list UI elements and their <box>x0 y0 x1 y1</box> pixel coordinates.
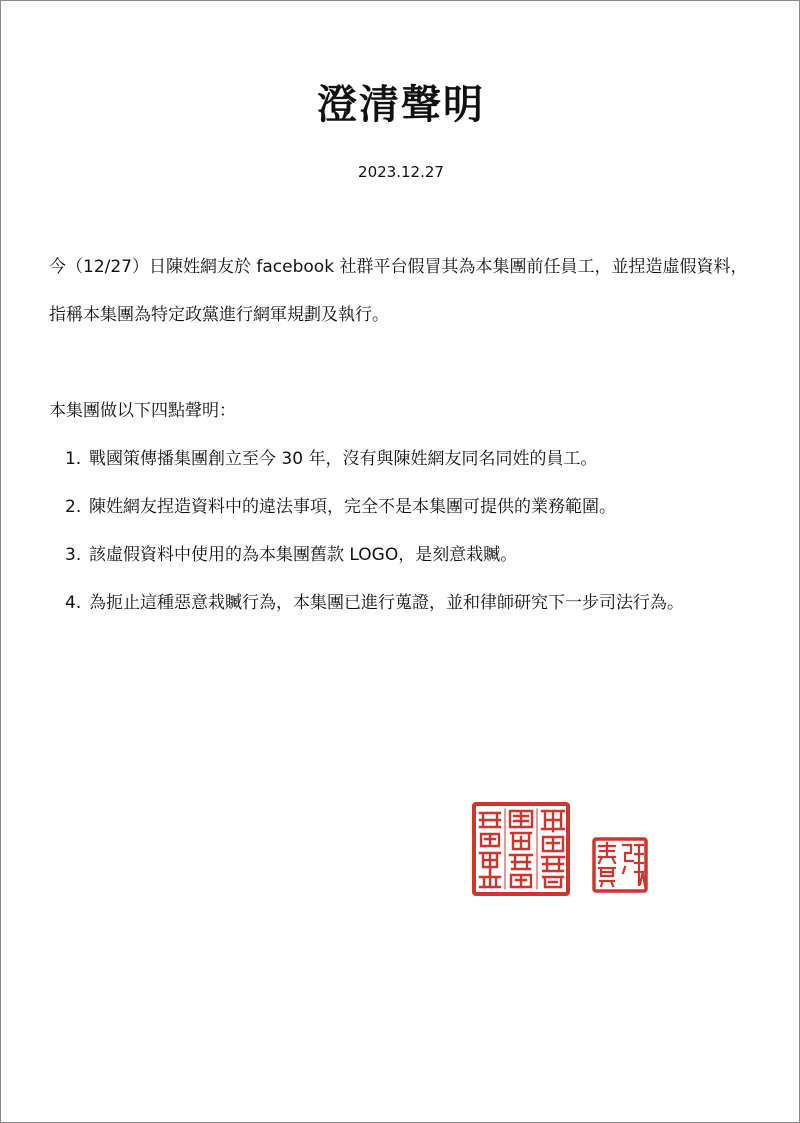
list-item <box>65 435 765 483</box>
list-item <box>65 483 765 531</box>
intro-paragraph: 今（12/27）日陳姓網友於 facebook 社群平台假冒其為本集團前任員工，並捏造虛假資料，指稱本集團為特定政黨進行網軍規劃及執行。 <box>49 257 748 325</box>
item-text: 戰國策傳播集團創立至今 30 年，沒有與陳姓網友同名同姓的員工。 <box>89 449 598 469</box>
company-seal-stamp <box>471 801 571 897</box>
item-text: 該虛假資料中使用的為本集團舊款 LOGO，是刻意栽贓。 <box>89 545 518 565</box>
statement-date: 2023.12.27 <box>358 163 444 181</box>
item-number: 4. <box>65 593 82 613</box>
item-number: 3. <box>65 545 82 565</box>
list-item <box>65 531 765 579</box>
list-item <box>65 579 765 627</box>
item-text: 陳姓網友捏造資料中的違法事項，完全不是本集團可提供的業務範圍。 <box>89 497 616 517</box>
personal-seal-stamp <box>591 836 649 894</box>
page-title: 澄清聲明 <box>317 82 485 128</box>
item-number: 2. <box>65 497 82 517</box>
declaration-heading: 本集團做以下四點聲明： <box>49 401 236 421</box>
declaration-list <box>65 435 765 627</box>
item-text: 為扼止這種惡意栽贓行為，本集團已進行蒐證，並和律師研究下一步司法行為。 <box>89 593 684 613</box>
item-number: 1. <box>65 449 82 469</box>
